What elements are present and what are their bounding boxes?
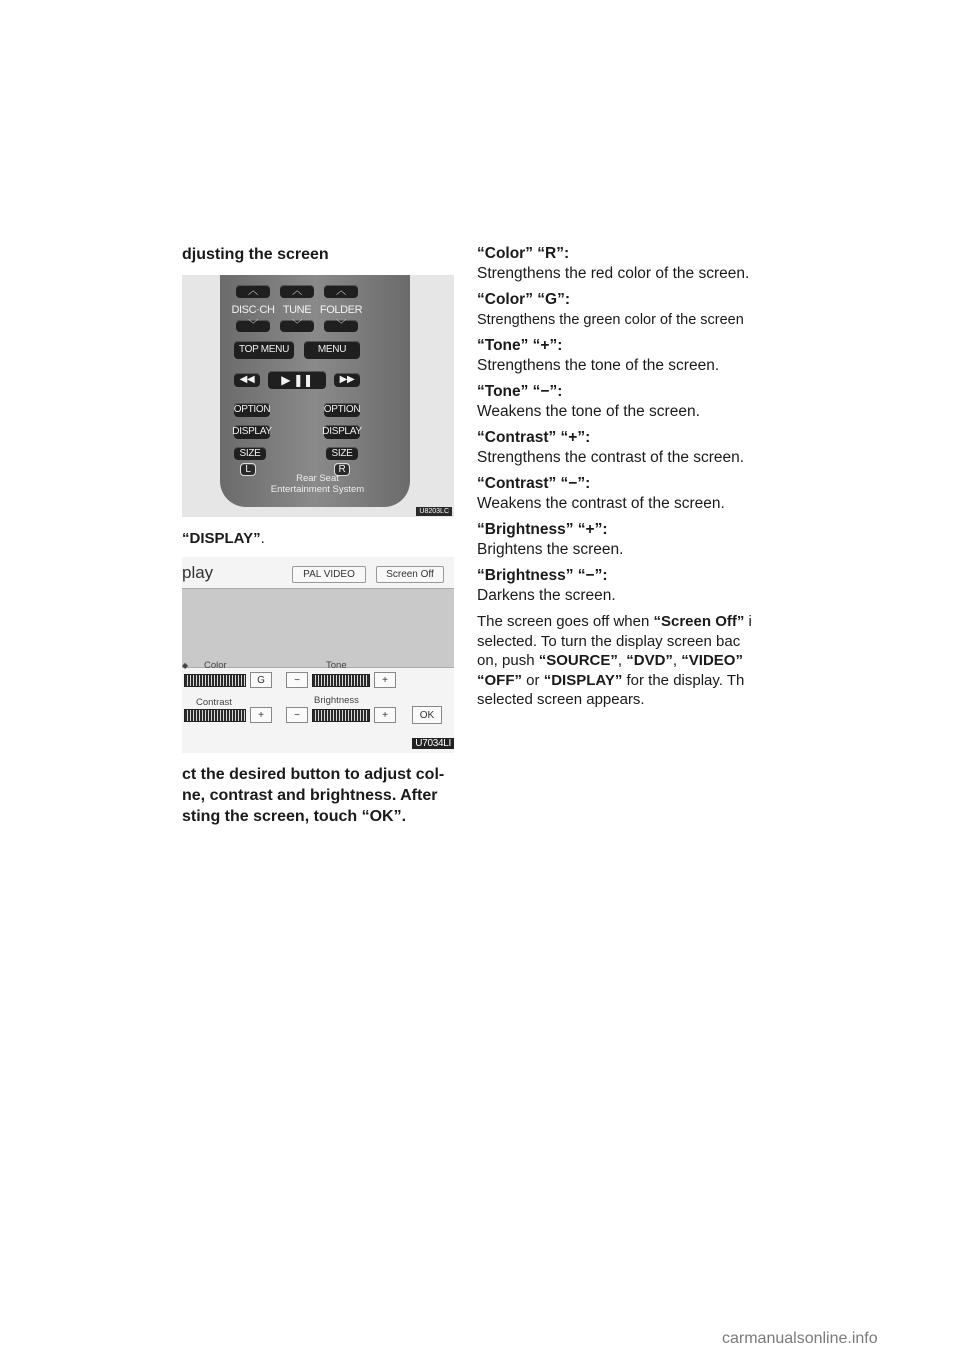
definition-term: “Brightness” “−”: (477, 567, 608, 584)
brightness-label: Brightness (314, 695, 359, 706)
rewind-button (234, 373, 260, 387)
disc-ch-down-button (236, 320, 270, 332)
play-pause-icon: ▶ ❚❚ (281, 373, 313, 387)
screen-preview-area (182, 588, 454, 668)
color-r-marker-icon: ◆ (182, 661, 189, 670)
note-text: , (617, 652, 627, 669)
disc-ch-label: DISC·CH (231, 304, 275, 316)
button-definitions (477, 244, 777, 710)
screen-off-note (477, 612, 777, 710)
tune-label: TUNE (282, 304, 312, 316)
display-settings-screen (182, 557, 454, 753)
rewind-icon: ◀◀ (239, 374, 255, 385)
note-text: , (672, 652, 682, 669)
brightness-plus-button[interactable]: + (374, 707, 396, 723)
definition-entry (477, 428, 777, 468)
tone-minus-button[interactable]: − (286, 672, 308, 688)
fast-forward-icon: ▶▶ (339, 374, 355, 385)
folder-down-button (324, 320, 358, 332)
play-pause-button (268, 371, 326, 389)
chevron-up-icon: ︿ (292, 285, 302, 297)
remote-system-line1: Rear Seat (296, 473, 339, 484)
color-label: Color (204, 660, 227, 671)
definition-desc: Strengthens the green color of the screen (477, 312, 744, 328)
chevron-down-icon: ﹀ (336, 320, 346, 331)
definition-desc: Strengthens the contrast of the screen. (477, 449, 745, 466)
folder-label: FOLDER (319, 304, 363, 316)
note-keyword: “DISPLAY” (543, 671, 623, 689)
fast-forward-button (334, 373, 360, 387)
definition-desc: Weakens the contrast of the screen. (477, 495, 725, 512)
ok-button[interactable]: OK (412, 706, 442, 724)
screen-off-button[interactable]: Screen Off (376, 566, 444, 583)
note-keyword: “DVD” (626, 652, 673, 669)
definition-entry (477, 566, 777, 606)
definition-term: “Tone” “+”: (477, 337, 563, 354)
definition-desc: Weakens the tone of the screen. (477, 403, 700, 420)
definition-desc: Darkens the screen. (477, 587, 616, 604)
color-g-button[interactable]: G (250, 672, 272, 688)
screen-title: play (182, 563, 214, 582)
step-adjust-text (182, 764, 462, 827)
definition-desc: Strengthens the tone of the screen. (477, 357, 720, 374)
note-keyword: “VIDEO” (681, 652, 743, 669)
top-menu-button: TOP MENU (234, 341, 294, 359)
remote-system-line2: Entertainment System (270, 484, 365, 495)
definition-term: “Color” “G”: (477, 291, 570, 308)
color-slider (184, 674, 246, 687)
tone-slider (312, 674, 370, 687)
definition-term: “Tone” “−”: (477, 383, 563, 400)
step-adjust-line3: sting the screen, touch “OK”. (182, 808, 407, 825)
note-line5: selected screen appears. (477, 691, 645, 708)
option-right-button: OPTION (323, 404, 361, 415)
menu-button: MENU (304, 341, 360, 359)
step-adjust-line1: ct the desired button to adjust col- (182, 766, 445, 783)
display-left-button: DISPLAY (232, 426, 272, 437)
note-text: The screen goes off when (477, 613, 654, 630)
size-left-button: SIZE (234, 447, 266, 460)
display-keyword: “DISPLAY” (182, 530, 261, 547)
step-adjust-line2: ne, contrast and brightness. After (182, 787, 438, 804)
tone-plus-button[interactable]: + (374, 672, 396, 688)
pal-video-button[interactable]: PAL VIDEO (292, 566, 366, 583)
contrast-slider (184, 709, 246, 722)
remote-system-name (270, 473, 365, 495)
note-text: on, push (477, 652, 539, 669)
note-line1 (477, 612, 777, 632)
chevron-down-icon: ﹀ (248, 320, 258, 331)
contrast-plus-button[interactable]: + (250, 707, 272, 723)
section-heading: djusting the screen (182, 246, 329, 263)
remote-figure-code: U8203LC (416, 507, 452, 516)
tune-up-button (280, 285, 314, 298)
note-line4 (477, 671, 777, 691)
definition-desc: Strengthens the red color of the screen. (477, 265, 750, 282)
note-keyword: “SOURCE” (538, 652, 618, 669)
definition-entry (477, 382, 777, 422)
step-push-display (182, 530, 265, 547)
definition-term: “Brightness” “+”: (477, 521, 608, 538)
folder-up-button (324, 285, 358, 298)
brightness-minus-button[interactable]: − (286, 707, 308, 723)
tune-down-button (280, 320, 314, 332)
definition-term: “Contrast” “−”: (477, 475, 591, 492)
definition-entry (477, 290, 777, 330)
note-line2: selected. To turn the display screen bac (477, 632, 741, 650)
definition-desc: Brightens the screen. (477, 541, 624, 558)
display-right-button: DISPLAY (322, 426, 362, 437)
definition-term: “Contrast” “+”: (477, 429, 591, 446)
screen-figure-code: U7034LI (412, 738, 454, 749)
note-keyword: “Screen Off” (653, 613, 745, 630)
note-text: for the display. Th (622, 671, 745, 689)
tone-label: Tone (326, 660, 347, 671)
note-text: or (522, 671, 544, 689)
definition-entry (477, 336, 777, 376)
step-display-suffix: . (260, 530, 265, 547)
brightness-slider (312, 709, 370, 722)
contrast-label: Contrast (196, 697, 232, 708)
size-right-button: SIZE (326, 447, 358, 460)
definition-term: “Color” “R”: (477, 245, 570, 262)
note-keyword: “OFF” (477, 671, 522, 689)
right-seat-button: R (334, 463, 350, 476)
chevron-down-icon: ﹀ (292, 320, 302, 331)
remote-body (220, 275, 410, 507)
definition-entry (477, 474, 777, 514)
chevron-up-icon: ︿ (248, 285, 258, 297)
disc-ch-up-button (236, 285, 270, 298)
left-seat-button: L (240, 463, 256, 476)
remote-control-figure (182, 275, 454, 517)
chevron-up-icon: ︿ (336, 285, 346, 297)
note-text: i (744, 613, 752, 630)
note-line3 (477, 651, 777, 671)
definition-entry (477, 520, 777, 560)
option-left-button: OPTION (233, 404, 271, 415)
definition-entry (477, 244, 777, 284)
watermark: carmanualsonline.info (722, 1330, 878, 1347)
